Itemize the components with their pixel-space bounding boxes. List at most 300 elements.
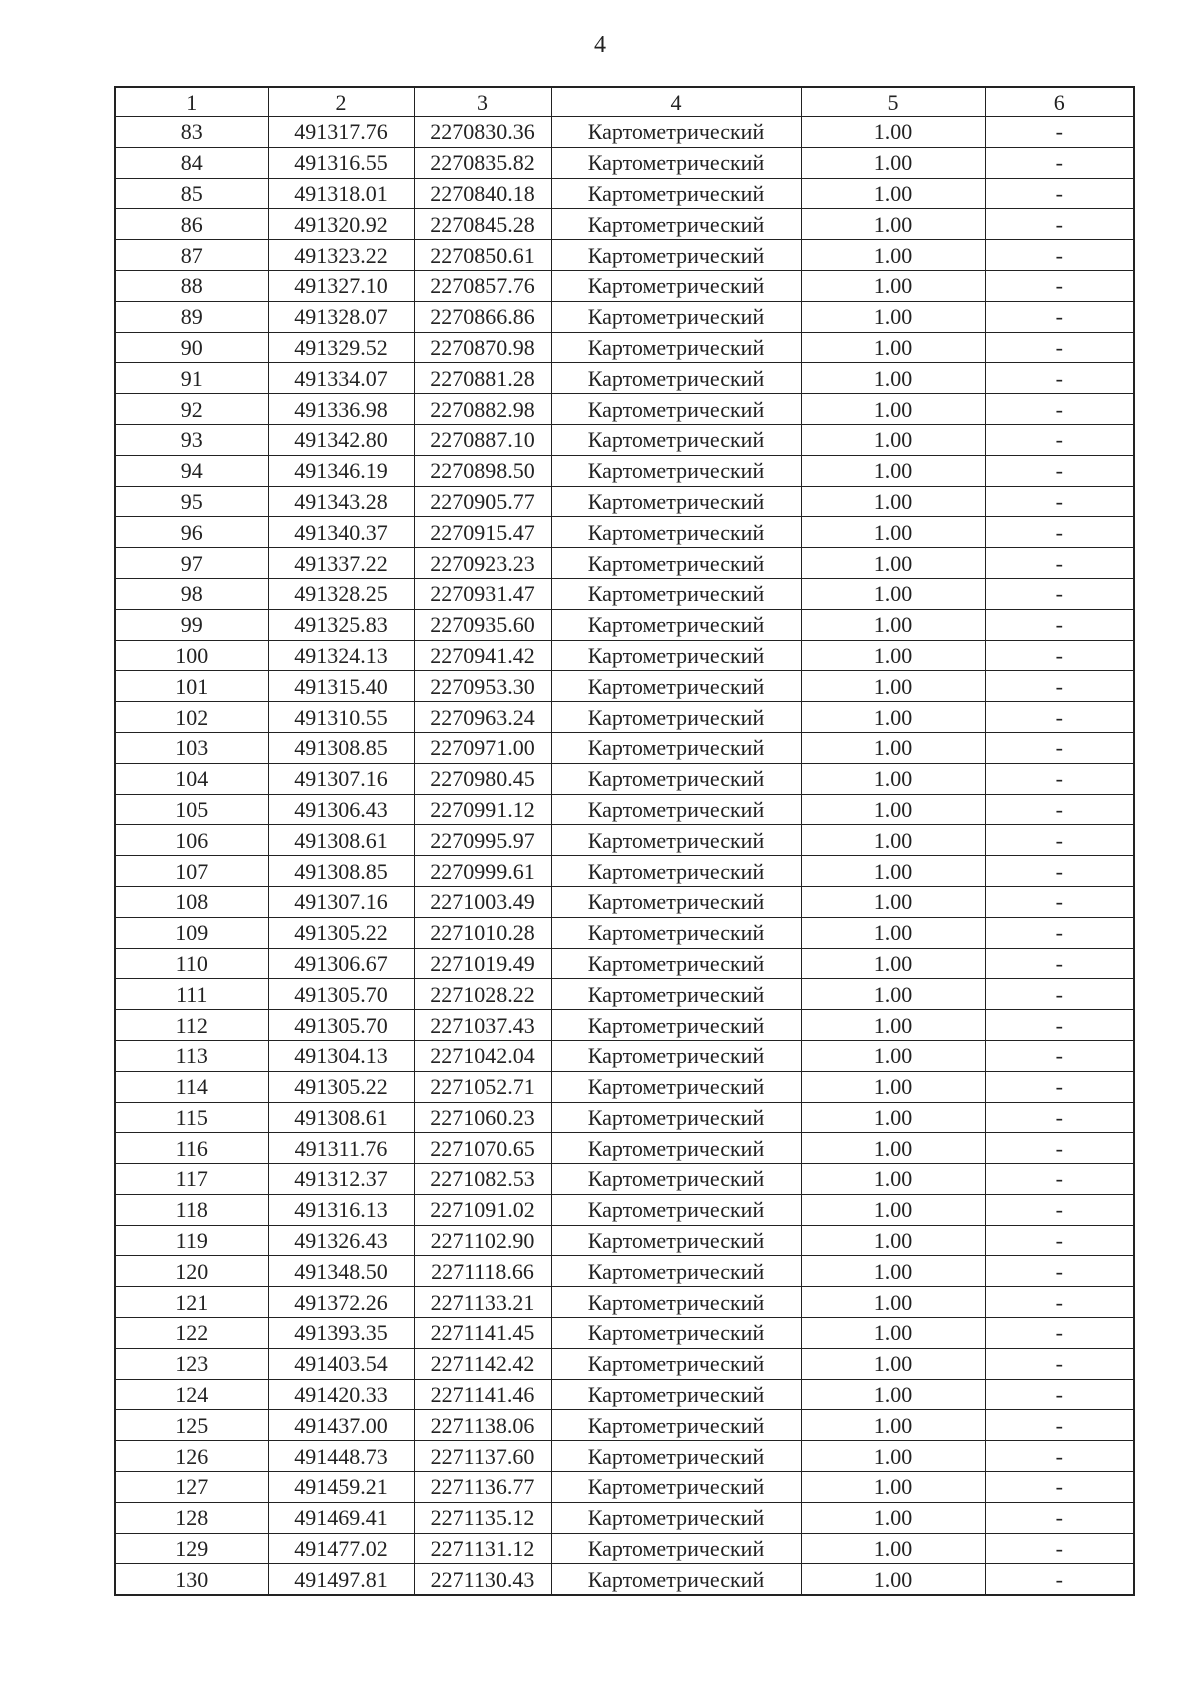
note-cell: -: [985, 1225, 1134, 1256]
x-coordinate-cell: 491317.76: [268, 117, 414, 148]
table-row: [115, 394, 1134, 425]
table-row: [115, 486, 1134, 517]
note-cell: -: [985, 671, 1134, 702]
x-coordinate-cell: 491448.73: [268, 1441, 414, 1472]
point-number-cell: 87: [115, 240, 268, 271]
column-header: 4: [551, 87, 801, 117]
x-coordinate-cell: 491477.02: [268, 1533, 414, 1564]
accuracy-cell: 1.00: [801, 1287, 985, 1318]
method-cell: Картометрический: [551, 240, 801, 271]
note-cell: -: [985, 979, 1134, 1010]
note-cell: -: [985, 363, 1134, 394]
table-row: [115, 363, 1134, 394]
accuracy-cell: 1.00: [801, 640, 985, 671]
accuracy-cell: 1.00: [801, 1502, 985, 1533]
x-coordinate-cell: 491307.16: [268, 886, 414, 917]
point-number-cell: 104: [115, 763, 268, 794]
x-coordinate-cell: 491312.37: [268, 1164, 414, 1195]
point-number-cell: 118: [115, 1194, 268, 1225]
note-cell: -: [985, 486, 1134, 517]
accuracy-cell: 1.00: [801, 1256, 985, 1287]
x-coordinate-cell: 491316.13: [268, 1194, 414, 1225]
table-row: [115, 117, 1134, 148]
accuracy-cell: 1.00: [801, 1071, 985, 1102]
x-coordinate-cell: 491372.26: [268, 1287, 414, 1318]
accuracy-cell: 1.00: [801, 1441, 985, 1472]
table-row: [115, 825, 1134, 856]
y-coordinate-cell: 2271131.12: [414, 1533, 551, 1564]
point-number-cell: 124: [115, 1379, 268, 1410]
accuracy-cell: 1.00: [801, 1194, 985, 1225]
method-cell: Картометрический: [551, 856, 801, 887]
note-cell: -: [985, 548, 1134, 579]
table-row: [115, 1040, 1134, 1071]
accuracy-cell: 1.00: [801, 1379, 985, 1410]
x-coordinate-cell: 491343.28: [268, 486, 414, 517]
table-row: [115, 1225, 1134, 1256]
accuracy-cell: 1.00: [801, 240, 985, 271]
y-coordinate-cell: 2270980.45: [414, 763, 551, 794]
point-number-cell: 110: [115, 948, 268, 979]
x-coordinate-cell: 491311.76: [268, 1133, 414, 1164]
x-coordinate-cell: 491306.67: [268, 948, 414, 979]
table-row: [115, 609, 1134, 640]
table-row: [115, 1194, 1134, 1225]
y-coordinate-cell: 2271010.28: [414, 917, 551, 948]
table-row: [115, 455, 1134, 486]
note-cell: -: [985, 917, 1134, 948]
x-coordinate-cell: 491403.54: [268, 1348, 414, 1379]
point-number-cell: 89: [115, 301, 268, 332]
note-cell: -: [985, 609, 1134, 640]
accuracy-cell: 1.00: [801, 702, 985, 733]
column-header: 5: [801, 87, 985, 117]
method-cell: Картометрический: [551, 394, 801, 425]
table-header-row: [115, 87, 1134, 117]
y-coordinate-cell: 2270887.10: [414, 424, 551, 455]
point-number-cell: 128: [115, 1502, 268, 1533]
table-row: [115, 1133, 1134, 1164]
method-cell: Картометрический: [551, 1472, 801, 1503]
point-number-cell: 88: [115, 270, 268, 301]
table-row: [115, 1287, 1134, 1318]
accuracy-cell: 1.00: [801, 794, 985, 825]
x-coordinate-cell: 491346.19: [268, 455, 414, 486]
table-row: [115, 209, 1134, 240]
point-number-cell: 126: [115, 1441, 268, 1472]
note-cell: -: [985, 301, 1134, 332]
table-row: [115, 332, 1134, 363]
note-cell: -: [985, 424, 1134, 455]
column-header: 1: [115, 87, 268, 117]
x-coordinate-cell: 491497.81: [268, 1564, 414, 1595]
point-number-cell: 117: [115, 1164, 268, 1195]
note-cell: -: [985, 1010, 1134, 1041]
accuracy-cell: 1.00: [801, 455, 985, 486]
y-coordinate-cell: 2271037.43: [414, 1010, 551, 1041]
y-coordinate-cell: 2271028.22: [414, 979, 551, 1010]
note-cell: -: [985, 1533, 1134, 1564]
note-cell: -: [985, 1164, 1134, 1195]
method-cell: Картометрический: [551, 886, 801, 917]
point-number-cell: 101: [115, 671, 268, 702]
method-cell: Картометрический: [551, 1010, 801, 1041]
accuracy-cell: 1.00: [801, 1564, 985, 1595]
table-row: [115, 1164, 1134, 1195]
table-row: [115, 270, 1134, 301]
y-coordinate-cell: 2270830.36: [414, 117, 551, 148]
accuracy-cell: 1.00: [801, 948, 985, 979]
note-cell: -: [985, 332, 1134, 363]
point-number-cell: 112: [115, 1010, 268, 1041]
note-cell: -: [985, 1256, 1134, 1287]
accuracy-cell: 1.00: [801, 117, 985, 148]
table-row: [115, 578, 1134, 609]
table-row: [115, 1318, 1134, 1349]
y-coordinate-cell: 2271060.23: [414, 1102, 551, 1133]
y-coordinate-cell: 2271130.43: [414, 1564, 551, 1595]
note-cell: -: [985, 1379, 1134, 1410]
point-number-cell: 115: [115, 1102, 268, 1133]
note-cell: -: [985, 1472, 1134, 1503]
table-row: [115, 794, 1134, 825]
accuracy-cell: 1.00: [801, 270, 985, 301]
y-coordinate-cell: 2270870.98: [414, 332, 551, 363]
method-cell: Картометрический: [551, 578, 801, 609]
accuracy-cell: 1.00: [801, 147, 985, 178]
x-coordinate-cell: 491315.40: [268, 671, 414, 702]
x-coordinate-cell: 491337.22: [268, 548, 414, 579]
x-coordinate-cell: 491323.22: [268, 240, 414, 271]
note-cell: -: [985, 1040, 1134, 1071]
y-coordinate-cell: 2271135.12: [414, 1502, 551, 1533]
y-coordinate-cell: 2270866.86: [414, 301, 551, 332]
accuracy-cell: 1.00: [801, 1102, 985, 1133]
y-coordinate-cell: 2270995.97: [414, 825, 551, 856]
accuracy-cell: 1.00: [801, 1164, 985, 1195]
note-cell: -: [985, 1133, 1134, 1164]
point-number-cell: 102: [115, 702, 268, 733]
y-coordinate-cell: 2271070.65: [414, 1133, 551, 1164]
accuracy-cell: 1.00: [801, 609, 985, 640]
point-number-cell: 129: [115, 1533, 268, 1564]
method-cell: Картометрический: [551, 1071, 801, 1102]
column-header: 3: [414, 87, 551, 117]
point-number-cell: 113: [115, 1040, 268, 1071]
table-row: [115, 240, 1134, 271]
method-cell: Картометрический: [551, 948, 801, 979]
coordinates-table: [114, 86, 1135, 1596]
method-cell: Картометрический: [551, 1533, 801, 1564]
method-cell: Картометрический: [551, 147, 801, 178]
point-number-cell: 122: [115, 1318, 268, 1349]
table-row: [115, 1010, 1134, 1041]
method-cell: Картометрический: [551, 671, 801, 702]
x-coordinate-cell: 491308.85: [268, 856, 414, 887]
column-header: 2: [268, 87, 414, 117]
method-cell: Картометрический: [551, 794, 801, 825]
y-coordinate-cell: 2270898.50: [414, 455, 551, 486]
accuracy-cell: 1.00: [801, 732, 985, 763]
point-number-cell: 96: [115, 517, 268, 548]
x-coordinate-cell: 491305.22: [268, 917, 414, 948]
table-row: [115, 1256, 1134, 1287]
accuracy-cell: 1.00: [801, 1010, 985, 1041]
y-coordinate-cell: 2271102.90: [414, 1225, 551, 1256]
accuracy-cell: 1.00: [801, 178, 985, 209]
point-number-cell: 109: [115, 917, 268, 948]
note-cell: -: [985, 455, 1134, 486]
y-coordinate-cell: 2271082.53: [414, 1164, 551, 1195]
accuracy-cell: 1.00: [801, 979, 985, 1010]
note-cell: -: [985, 702, 1134, 733]
method-cell: Картометрический: [551, 609, 801, 640]
accuracy-cell: 1.00: [801, 1225, 985, 1256]
column-header: 6: [985, 87, 1134, 117]
x-coordinate-cell: 491316.55: [268, 147, 414, 178]
method-cell: Картометрический: [551, 1133, 801, 1164]
y-coordinate-cell: 2270881.28: [414, 363, 551, 394]
method-cell: Картометрический: [551, 332, 801, 363]
accuracy-cell: 1.00: [801, 1533, 985, 1564]
x-coordinate-cell: 491336.98: [268, 394, 414, 425]
point-number-cell: 125: [115, 1410, 268, 1441]
page-number: 4: [594, 32, 606, 58]
y-coordinate-cell: 2270991.12: [414, 794, 551, 825]
table-row: [115, 517, 1134, 548]
y-coordinate-cell: 2270963.24: [414, 702, 551, 733]
x-coordinate-cell: 491329.52: [268, 332, 414, 363]
note-cell: -: [985, 270, 1134, 301]
table-row: [115, 1379, 1134, 1410]
point-number-cell: 108: [115, 886, 268, 917]
table-row: [115, 424, 1134, 455]
x-coordinate-cell: 491327.10: [268, 270, 414, 301]
x-coordinate-cell: 491328.25: [268, 578, 414, 609]
method-cell: Картометрический: [551, 209, 801, 240]
method-cell: Картометрический: [551, 1410, 801, 1441]
method-cell: Картометрический: [551, 825, 801, 856]
x-coordinate-cell: 491325.83: [268, 609, 414, 640]
note-cell: -: [985, 394, 1134, 425]
accuracy-cell: 1.00: [801, 671, 985, 702]
table-row: [115, 886, 1134, 917]
y-coordinate-cell: 2270845.28: [414, 209, 551, 240]
accuracy-cell: 1.00: [801, 394, 985, 425]
table-row: [115, 147, 1134, 178]
method-cell: Картометрический: [551, 1318, 801, 1349]
note-cell: -: [985, 1441, 1134, 1472]
accuracy-cell: 1.00: [801, 1040, 985, 1071]
x-coordinate-cell: 491393.35: [268, 1318, 414, 1349]
table-row: [115, 702, 1134, 733]
table-row: [115, 856, 1134, 887]
point-number-cell: 83: [115, 117, 268, 148]
note-cell: -: [985, 1318, 1134, 1349]
table-row: [115, 640, 1134, 671]
accuracy-cell: 1.00: [801, 332, 985, 363]
table-row: [115, 671, 1134, 702]
note-cell: -: [985, 117, 1134, 148]
y-coordinate-cell: 2270931.47: [414, 578, 551, 609]
method-cell: Картометрический: [551, 270, 801, 301]
x-coordinate-cell: 491304.13: [268, 1040, 414, 1071]
table-row: [115, 178, 1134, 209]
accuracy-cell: 1.00: [801, 856, 985, 887]
note-cell: -: [985, 886, 1134, 917]
x-coordinate-cell: 491307.16: [268, 763, 414, 794]
note-cell: -: [985, 209, 1134, 240]
point-number-cell: 130: [115, 1564, 268, 1595]
accuracy-cell: 1.00: [801, 548, 985, 579]
point-number-cell: 116: [115, 1133, 268, 1164]
point-number-cell: 111: [115, 979, 268, 1010]
method-cell: Картометрический: [551, 1441, 801, 1472]
accuracy-cell: 1.00: [801, 1133, 985, 1164]
y-coordinate-cell: 2271042.04: [414, 1040, 551, 1071]
table-row: [115, 979, 1134, 1010]
y-coordinate-cell: 2270999.61: [414, 856, 551, 887]
x-coordinate-cell: 491469.41: [268, 1502, 414, 1533]
x-coordinate-cell: 491437.00: [268, 1410, 414, 1441]
y-coordinate-cell: 2271138.06: [414, 1410, 551, 1441]
method-cell: Картометрический: [551, 548, 801, 579]
y-coordinate-cell: 2270971.00: [414, 732, 551, 763]
x-coordinate-cell: 491320.92: [268, 209, 414, 240]
method-cell: Картометрический: [551, 917, 801, 948]
table-row: [115, 763, 1134, 794]
table-row: [115, 917, 1134, 948]
accuracy-cell: 1.00: [801, 917, 985, 948]
table-row: [115, 732, 1134, 763]
y-coordinate-cell: 2270941.42: [414, 640, 551, 671]
y-coordinate-cell: 2270953.30: [414, 671, 551, 702]
point-number-cell: 85: [115, 178, 268, 209]
y-coordinate-cell: 2270905.77: [414, 486, 551, 517]
table-row: [115, 1071, 1134, 1102]
point-number-cell: 106: [115, 825, 268, 856]
y-coordinate-cell: 2271133.21: [414, 1287, 551, 1318]
note-cell: -: [985, 825, 1134, 856]
method-cell: Картометрический: [551, 1102, 801, 1133]
method-cell: Картометрический: [551, 455, 801, 486]
note-cell: -: [985, 1348, 1134, 1379]
table-row: [115, 548, 1134, 579]
x-coordinate-cell: 491308.85: [268, 732, 414, 763]
point-number-cell: 107: [115, 856, 268, 887]
method-cell: Картометрический: [551, 1256, 801, 1287]
note-cell: -: [985, 578, 1134, 609]
note-cell: -: [985, 1194, 1134, 1225]
y-coordinate-cell: 2271141.46: [414, 1379, 551, 1410]
table-body: [115, 87, 1134, 1595]
y-coordinate-cell: 2271136.77: [414, 1472, 551, 1503]
point-number-cell: 114: [115, 1071, 268, 1102]
x-coordinate-cell: 491306.43: [268, 794, 414, 825]
accuracy-cell: 1.00: [801, 301, 985, 332]
accuracy-cell: 1.00: [801, 486, 985, 517]
method-cell: Картометрический: [551, 640, 801, 671]
x-coordinate-cell: 491326.43: [268, 1225, 414, 1256]
point-number-cell: 103: [115, 732, 268, 763]
note-cell: -: [985, 1410, 1134, 1441]
x-coordinate-cell: 491318.01: [268, 178, 414, 209]
x-coordinate-cell: 491305.22: [268, 1071, 414, 1102]
accuracy-cell: 1.00: [801, 1410, 985, 1441]
table-row: [115, 1533, 1134, 1564]
method-cell: Картометрический: [551, 178, 801, 209]
y-coordinate-cell: 2270915.47: [414, 517, 551, 548]
table-row: [115, 1502, 1134, 1533]
x-coordinate-cell: 491308.61: [268, 825, 414, 856]
point-number-cell: 120: [115, 1256, 268, 1287]
note-cell: -: [985, 1564, 1134, 1595]
note-cell: -: [985, 517, 1134, 548]
note-cell: -: [985, 640, 1134, 671]
point-number-cell: 105: [115, 794, 268, 825]
point-number-cell: 119: [115, 1225, 268, 1256]
x-coordinate-cell: 491308.61: [268, 1102, 414, 1133]
accuracy-cell: 1.00: [801, 763, 985, 794]
method-cell: Картометрический: [551, 1040, 801, 1071]
point-number-cell: 127: [115, 1472, 268, 1503]
table-row: [115, 1348, 1134, 1379]
table-row: [115, 1441, 1134, 1472]
note-cell: -: [985, 1287, 1134, 1318]
method-cell: Картометрический: [551, 763, 801, 794]
point-number-cell: 123: [115, 1348, 268, 1379]
y-coordinate-cell: 2271003.49: [414, 886, 551, 917]
y-coordinate-cell: 2271118.66: [414, 1256, 551, 1287]
note-cell: -: [985, 794, 1134, 825]
point-number-cell: 90: [115, 332, 268, 363]
x-coordinate-cell: 491342.80: [268, 424, 414, 455]
point-number-cell: 121: [115, 1287, 268, 1318]
note-cell: -: [985, 732, 1134, 763]
x-coordinate-cell: 491348.50: [268, 1256, 414, 1287]
method-cell: Картометрический: [551, 424, 801, 455]
accuracy-cell: 1.00: [801, 209, 985, 240]
point-number-cell: 84: [115, 147, 268, 178]
point-number-cell: 94: [115, 455, 268, 486]
point-number-cell: 91: [115, 363, 268, 394]
x-coordinate-cell: 491459.21: [268, 1472, 414, 1503]
table-row: [115, 948, 1134, 979]
note-cell: -: [985, 1502, 1134, 1533]
accuracy-cell: 1.00: [801, 1348, 985, 1379]
note-cell: -: [985, 948, 1134, 979]
note-cell: -: [985, 763, 1134, 794]
table-row: [115, 1410, 1134, 1441]
y-coordinate-cell: 2270857.76: [414, 270, 551, 301]
accuracy-cell: 1.00: [801, 886, 985, 917]
accuracy-cell: 1.00: [801, 1472, 985, 1503]
y-coordinate-cell: 2271091.02: [414, 1194, 551, 1225]
accuracy-cell: 1.00: [801, 578, 985, 609]
point-number-cell: 98: [115, 578, 268, 609]
y-coordinate-cell: 2270935.60: [414, 609, 551, 640]
method-cell: Картометрический: [551, 1164, 801, 1195]
x-coordinate-cell: 491340.37: [268, 517, 414, 548]
point-number-cell: 97: [115, 548, 268, 579]
x-coordinate-cell: 491420.33: [268, 1379, 414, 1410]
accuracy-cell: 1.00: [801, 363, 985, 394]
y-coordinate-cell: 2270882.98: [414, 394, 551, 425]
y-coordinate-cell: 2270840.18: [414, 178, 551, 209]
point-number-cell: 99: [115, 609, 268, 640]
y-coordinate-cell: 2270923.23: [414, 548, 551, 579]
accuracy-cell: 1.00: [801, 517, 985, 548]
